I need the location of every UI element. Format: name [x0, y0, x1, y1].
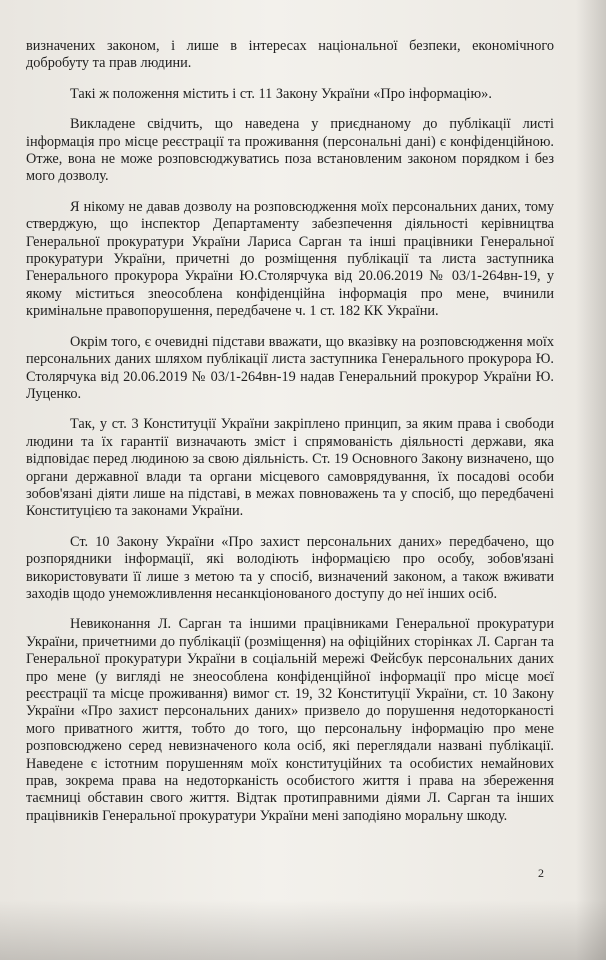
paper-shadow-bottom: [0, 900, 606, 960]
paper-shadow-right: [576, 0, 606, 960]
page-number: 2: [538, 866, 544, 880]
paragraph-information-law: Такі ж положення містить і ст. 11 Закону України «Про інформацію».: [70, 85, 492, 102]
paragraph-data-protection-law: Ст. 10 Закону України «Про захист персональних даних» передбачено, що розпорядники інформації, які володіють інформацією про особу, зобов'язані використовувати її лише з метою та у спосіб, визначений законом, а також вживати заходів щодо унеможливлення несанкціонованого доступу до неї інших осіб.: [26, 533, 554, 602]
paragraph-continuation: визначених законом, і лише в інтересах національної безпеки, економічного добробуту та прав людини.: [26, 38, 554, 72]
document-page: [26, 38, 554, 838]
paragraph-constitution-art3: Так, у ст. 3 Конституції України закріплено принцип, за яким права і свободи людини та їх гарантії визначають зміст і спрямованість діяльності держави, яка відповідає перед людиною за свою діяльність. Ст. 19 Основного Закону визначено, що органи державної влади та органи місцевого самоврядування, їх посадові особи зобов'язані діяти лише на підставі, в межах повноважень та у спосіб, що передбачені Конституцією та законами України.: [26, 416, 554, 520]
paragraph-no-consent: Я нікому не давав дозволу на розповсюдження моїх персональних даних, тому стверджую, що інспектор Департаменту забезпечення діяльності керівництва Генеральної прокуратури України Лариса Сарган та інші працівники Генеральної прокуратури України, причетні до розміщення публікації та листа заступника Генерального прокурора України Ю.Столярчука від 20.06.2019 № 03/1-264вн-19, у якому міститься зneособлена конфіденційна інформація про мене, вчинили кримінальне правопорушення, передбачене ч. 1 ст. 182 КК України.: [26, 198, 554, 320]
paragraph-violation-summary: Невиконання Л. Сарган та іншими працівниками Генеральної прокуратури України, причетними до публікації (розміщення) на офіційних сторінках Л. Сарган та Генеральної прокуратури України в соціальній мережі Фейсбук персональних даних про мене (у вигляді не знеособлена конфіденційної інформації про місце моєї реєстрації та місце проживання) вимог ст. 19, 32 Конституції України, ст. 10 Закону України «Про захист персональних даних» призвело до порушення недоторканості мого приватного життя, тобто до того, що персональну інформацію про мене розповсюджено серед невизначеного кола осіб, які переглядали названі публікації. Наведене є істотним порушенням моїх конституційних та особистих немайнових прав, зокрема права на недоторканість особистого життя і права на збереження таємниці обставин свого життя. Відтак протиправними діями Л. Сарган та інших працівників Генеральної прокуратури України мені заподіяно моральну шкоду.: [26, 616, 554, 824]
paragraph-lutsenko-instruction: Окрім того, є очевидні підстави вважати, що вказівку на розповсюдження моїх персональних даних шляхом публікації листа заступника Генерального прокурора Ю. Столярчука від 20.06.2019 № 03/1-264вн-19 надав Генеральний прокурор України Ю. Луценко.: [26, 333, 554, 402]
paragraph-confidential-info: Викладене свідчить, що наведена у приєднаному до публікації листі інформація про місце реєстрації та проживання (персональні дані) є конфіденційною. Отже, вона не може розповсюджуватись поза встановленим законом порядком і без мого дозволу.: [26, 116, 554, 185]
